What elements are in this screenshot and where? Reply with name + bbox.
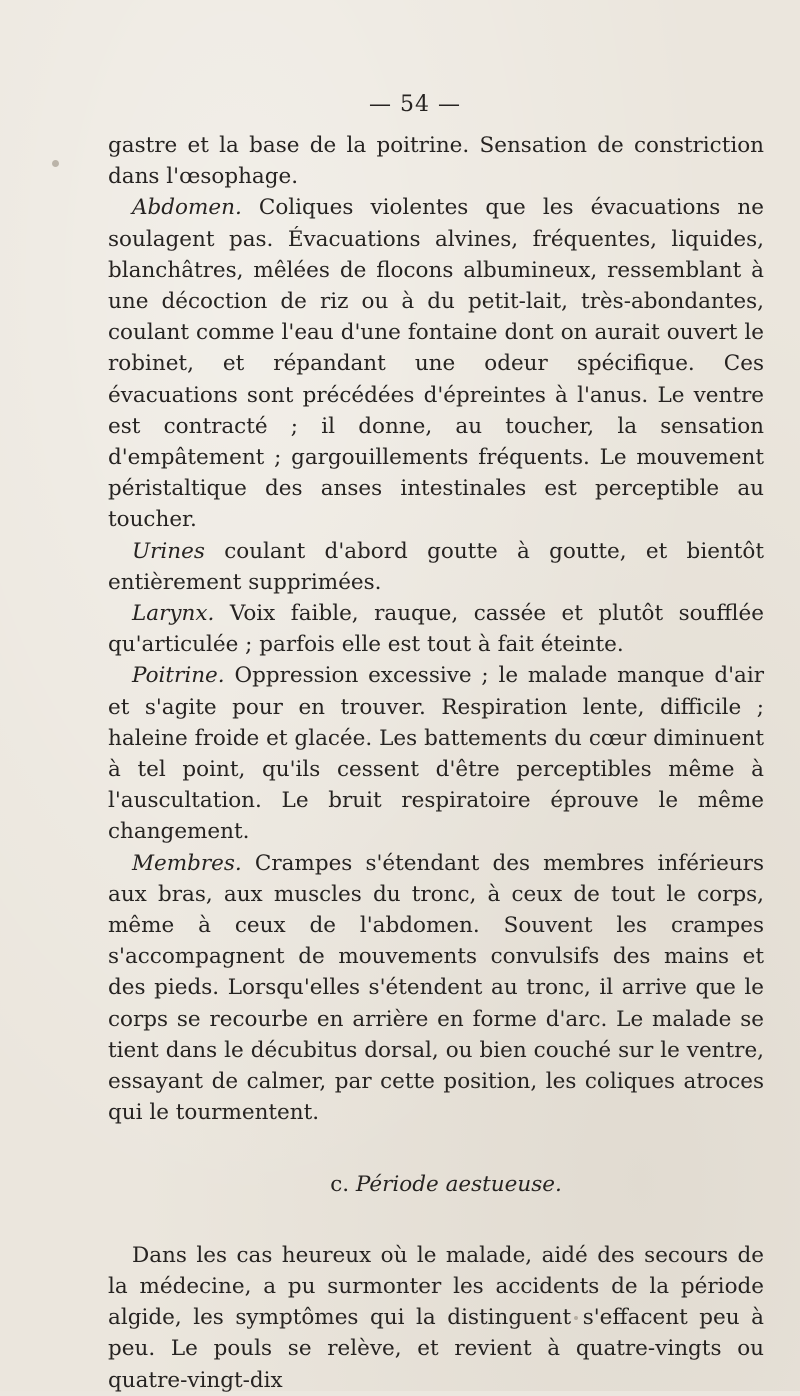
paragraph-final [108, 1240, 764, 1396]
paragraph-text: Crampes s'étendant des membres inférieurs aux bras, aux muscles du tronc, à ceux de tout le corps, même à ceux de l'abdomen. Souvent les crampes s'accompagnent de mouvements convulsifs des mains et des pieds. Lorsqu'elles s'étendent au tronc, il arrive que le corps se recourbe en arrière en forme d'arc. Le malade se tient dans le décubitus dorsal, ou bien couché sur le ventre, essayant de calmer, par cette position, les coliques atroces qui le tourmentent. [108, 850, 764, 1126]
paragraph-membres [108, 848, 764, 1129]
paragraph-text: gastre et la base de la poitrine. Sensation de constriction dans l'œsophage. [108, 133, 764, 190]
section-prefix: c. [330, 1171, 350, 1197]
page-number: — 54 — [369, 92, 461, 117]
paragraph-label: Poitrine. [132, 663, 225, 689]
paper-speck [52, 160, 59, 167]
section-heading [108, 1169, 764, 1200]
paragraph-continuation [108, 130, 764, 192]
paragraph-text: Voix faible, rauque, cassée et plutôt soufflée qu'articulée ; parfois elle est tout à fait éteinte. [108, 601, 764, 658]
paragraph-label: Membres. [132, 850, 242, 876]
paragraph-abdomen [108, 192, 764, 535]
paragraph-label: Urines [132, 538, 205, 564]
body-text [108, 130, 764, 1396]
paragraph-poitrine [108, 660, 764, 847]
paragraph-text: Dans les cas heureux où le malade, aidé des secours de la médecine, a pu surmonter les accidents de la période algide, les symptômes qui la distinguent s'effacent peu à peu. Le pouls se relève, et revient à quatre-vingts ou quatre-vingt-dix [108, 1242, 764, 1393]
section-title: Période aestueuse. [355, 1171, 562, 1197]
paragraph-larynx [108, 598, 764, 660]
paragraph-text: Oppression excessive ; le malade manque d'air et s'agite pour en trouver. Respiration lente, difficile ; haleine froide et glacée. Les battements du cœur diminuent à tel point, qu'ils cessent d'être perceptibles même à l'auscultation. Le bruit respiratoire éprouve le même changement. [108, 663, 764, 845]
paragraph-label: Larynx. [132, 601, 215, 627]
paragraph-urines [108, 536, 764, 598]
paragraph-label: Abdomen. [132, 195, 242, 221]
paragraph-text: Coliques violentes que les évacuations ne soulagent pas. Évacuations alvines, fréquentes, liquides, blanchâtres, mêlées de flocons albumineux, ressemblant à une décoction de riz ou à du petit-lait, très-abondantes, coulant comme l'eau d'une fontaine dont on aurait ouvert le robinet, et répandant une odeur spécifique. Ces évacuations sont précédées d'épreintes à l'anus. Le ventre est contracté ; il donne, au toucher, la sensation d'empâtement ; gargouillements fréquents. Le mouvement péristaltique des anses intestinales est perceptible au toucher. [108, 195, 764, 533]
paragraph-text: coulant d'abord goutte à goutte, et bientôt entièrement supprimées. [108, 538, 764, 595]
